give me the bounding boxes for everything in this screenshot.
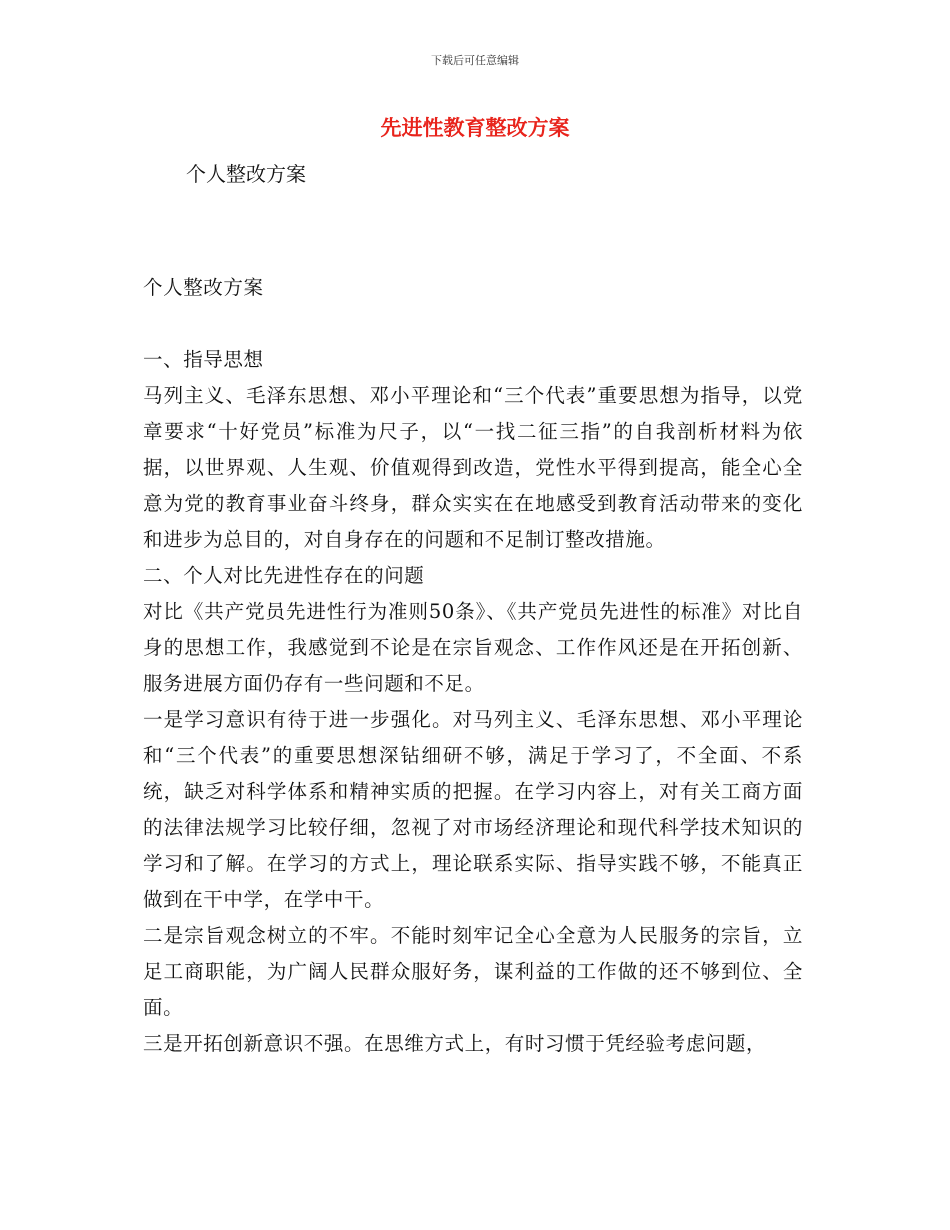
document-subtitle: 个人整改方案 [186, 162, 306, 186]
paragraph-guiding-thought: 马列主义、毛泽东思想、邓小平理论和“三个代表”重要思想为指导，以党章要求“十好党员”标准为尺子，以“一找二征三指”的自我剖析材料为依据，以世界观、人生观、价值观得到改造，党性水平得到提高，能全心全意为党的教育事业奋斗终身，群众实实在在地感受到教育活动带来的变化和进步为总目的，对自身存在的问题和不足制订整改措施。 [143, 384, 803, 551]
plan-heading: 个人整改方案 [143, 276, 264, 299]
section-heading-guiding-thought: 一、指导思想 [143, 348, 264, 371]
paragraph-spacer [143, 306, 803, 342]
paragraph-problems-intro: 对比《共产党员先进性行为准则50条》、《共产党员先进性的标准》对比自身的思想工作，我感觉到不论是在宗旨观念、工作作风还是在开拓创新、服务进展方面仍存有一些问题和不足。 [143, 600, 803, 695]
document-body [143, 270, 803, 1062]
section-heading-problems: 二、个人对比先进性存在的问题 [143, 564, 425, 587]
document-title: 先进性教育整改方案 [380, 115, 570, 140]
paragraph-point-two: 二是宗旨观念树立的不牢。不能时刻牢记全心全意为人民服务的宗旨，立足工商职能，为广阔人民群众服好务，谋利益的工作做的还不够到位、全面。 [143, 924, 803, 1019]
paragraph-point-three: 三是开拓创新意识不强。在思维方式上，有时习惯于凭经验考虑问题， [143, 1032, 767, 1055]
paragraph-point-one: 一是学习意识有待于进一步强化。对马列主义、毛泽东思想、邓小平理论和“三个代表”的重要思想深钻细研不够，满足于学习了，不全面、不系统，缺乏对科学体系和精神实质的把握。在学习内容上，对有关工商方面的法律法规学习比较仔细，忽视了对市场经济理论和现代科学技术知识的学习和了解。在学习的方式上，理论联系实际、指导实践不够，不能真正做到在干中学，在学中干。 [143, 708, 803, 911]
header-note: 下载后可任意编辑 [431, 54, 519, 67]
